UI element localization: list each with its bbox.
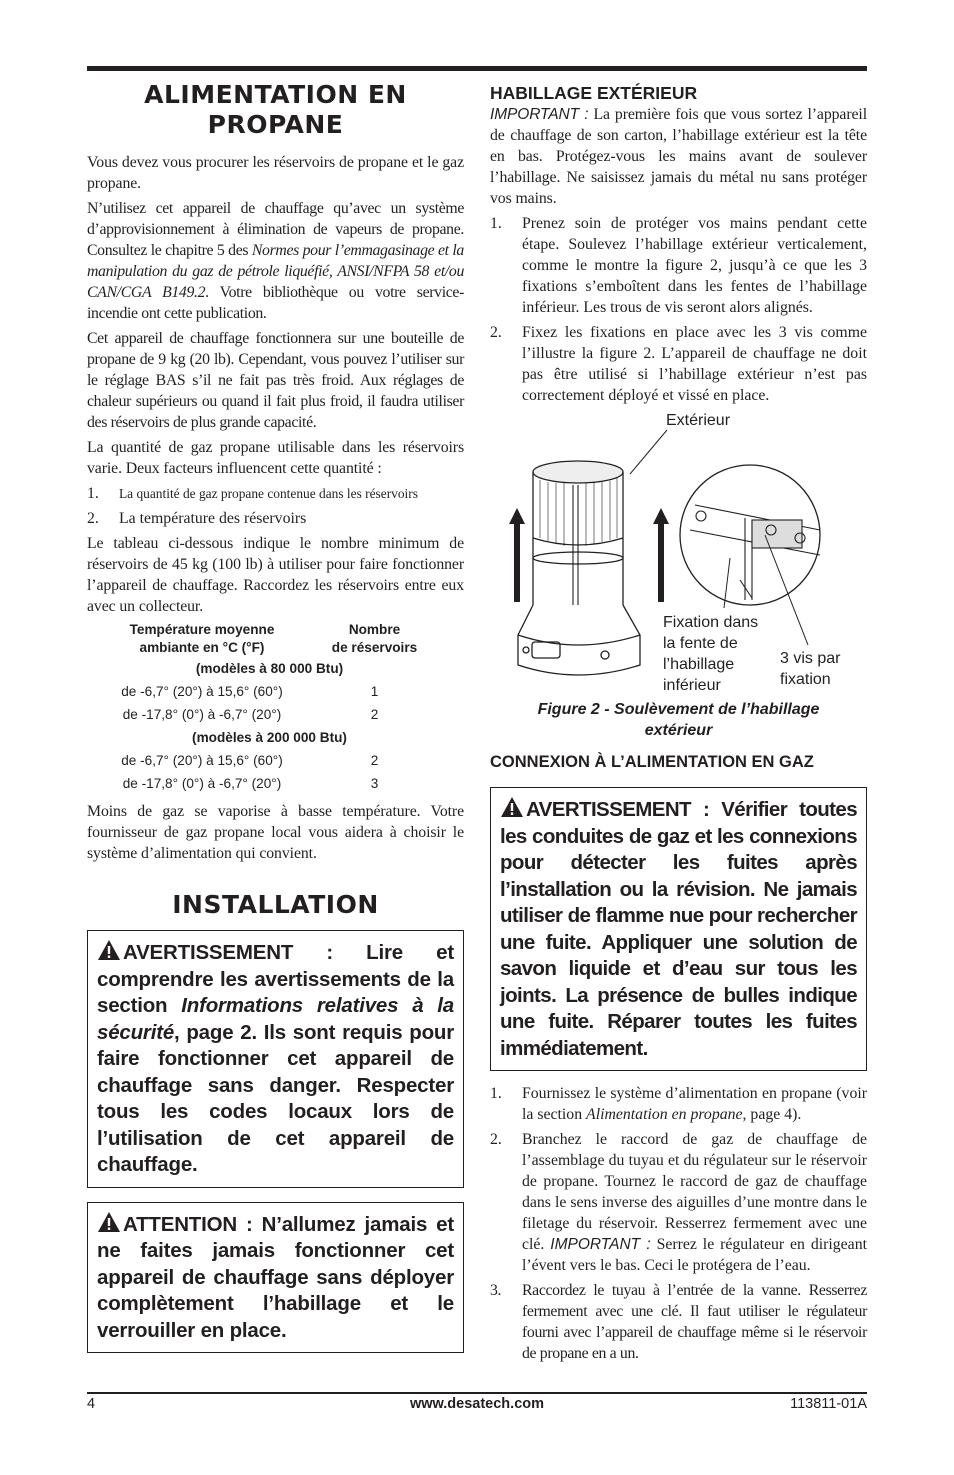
warning-box-read: AVERTISSEMENT : Lire et comprendre les avertissements de la section Informations relatives à la sécurité, page 2. Ils sont requis pour faire fonctionner cet appareil de chauffage sans danger. Respecter tous les codes locaux lors de l’utilisation de cet appareil de chauffage. <box>87 930 464 1188</box>
label-vis: 3 vis par fixation <box>780 650 841 688</box>
section-title-propane: ALIMENTATION EN PROPANE <box>144 80 407 139</box>
warning-triangle-icon <box>97 1211 121 1233</box>
warning-box-attention: ATTENTION : N’allumez jamais et ne faites jamais fonctionner cet appareil de chauffage sans déployer complètement l’habillage et le verrouiller en place. <box>87 1202 464 1354</box>
table-row: de -17,8° (0°) à -6,7° (20°) 2 <box>122 707 379 722</box>
paragraph: Moins de gaz se vaporise à basse température. Votre fournisseur de gaz propane local vous aidera à choisir le système d’alimentation qui convient. <box>87 803 464 862</box>
warning-triangle-icon <box>97 939 121 961</box>
table-group-header: (modèles à 200 000 Btu) <box>192 730 347 745</box>
list-item: 1. Fournissez le système d’alimentation en propane (voir la section Alimentation en propane, page 4). <box>490 1085 867 1123</box>
table-row: de -17,8° (0°) à -6,7° (20°) 3 <box>122 776 379 791</box>
list-item: 3. Raccordez le tuyau à l’entrée de la vanne. Resserrez fermement avec une clé. Il faut utiliser le régulateur fourni avec l’appareil de chauffage même si le réservoir de propane en a un. <box>490 1282 867 1362</box>
left-column <box>87 80 464 1353</box>
factor-list <box>87 483 464 529</box>
steps-list-connexion <box>490 1083 867 1364</box>
figure-caption: Figure 2 - Soulèvement de l’habillage extérieur <box>537 701 820 739</box>
top-rule <box>87 66 867 71</box>
figure-2 <box>490 410 867 695</box>
table-header-temp: Température moyenne ambiante en °C (°F) <box>129 622 275 655</box>
table-header-count: Nombre de réservoirs <box>331 622 418 655</box>
subsection-title-connexion: CONNEXION À L’ALIMENTATION EN GAZ <box>490 753 814 771</box>
label-fixation: Fixation dans la fente de l’habillage inférieur <box>663 614 759 694</box>
table-row: de -6,7° (20°) à 15,6° (60°) 1 <box>121 684 379 699</box>
section-title-installation: INSTALLATION <box>172 890 379 919</box>
warning-box-leaks: AVERTISSEMENT : Vérifier toutes les conduites de gaz et les connexions pour détecter les fuites après l’installation ou la révision. Ne jamais utiliser de flamme nue pour rechercher une fuite. Appliquer une solution de savon liquide et d’eau sur tous les joints. La présence de bulles indique une fuite. Réparer toutes les fuites immédiatement. <box>490 787 867 1071</box>
list-item: 2. La température des réservoirs <box>87 510 307 527</box>
subsection-title-habillage: HABILLAGE EXTÉRIEUR <box>490 83 698 103</box>
paragraph: N’utilisez cet appareil de chauffage qu’avec un système d’approvisionnement à élimination de vapeurs de propane. Consultez le chapitre 5 des Normes pour l’emmagasinage et la manipulation du gaz de pétrole liquéfié, ANSI/NFPA 58 et/ou CAN/CGA B149.2. Votre bibliothèque ou votre service-incendie ont cette publication. <box>87 200 464 322</box>
label-exterieur: Extérieur <box>666 412 731 429</box>
warning-triangle-icon <box>500 796 524 818</box>
table-row: de -6,7° (20°) à 15,6° (60°) 2 <box>121 753 379 768</box>
page-number: 4 <box>87 1396 96 1412</box>
list-item: 2. Fixez les fixations en place avec les 3 vis comme l’illustre la figure 2. L’appareil de chauffage ne doit pas être utilisé si l’habillage extérieur n’est pas correctement déployé et vissé en place. <box>490 324 867 404</box>
footer-url: www.desatech.com <box>409 1396 545 1412</box>
table-group-header: (modèles à 80 000 Btu) <box>195 661 344 676</box>
tank-table <box>87 621 464 795</box>
steps-list-habillage <box>490 213 867 406</box>
paragraph: Le tableau ci-dessous indique le nombre minimum de réservoirs de 45 kg (100 lb) à utiliser pour faire fonctionner l’appareil de chauffage. Raccordez les réservoirs entre eux avec un collecteur. <box>87 535 464 615</box>
right-column <box>490 82 867 1368</box>
paragraph: IMPORTANT : La première fois que vous sortez l’appareil de chauffage de son carton, l’habillage extérieur est la tête en bas. Protégez-vous les mains avant de soulever l’habillage. Ne saisissez jamais du métal nu sans protéger vos mains. <box>490 106 867 207</box>
document-code: 113811-01A <box>790 1396 867 1412</box>
list-item: 1. Prenez soin de protéger vos mains pendant cette étape. Soulevez l’habillage extérieur verticalement, comme le montre la figure 2, jusqu’à ce que les 3 fixations s’emboîtent dans les fentes de l’habillage inférieur. Les trous de vis seront alors alignés. <box>490 215 867 316</box>
bottom-rule <box>87 1392 867 1394</box>
paragraph: Vous devez vous procurer les réservoirs de propane et le gaz propane. <box>87 154 464 192</box>
paragraph: Cet appareil de chauffage fonctionnera sur une bouteille de propane de 9 kg (20 lb). Cependant, vous pouvez l’utiliser sur le réglage BAS s’il ne fait pas très froid. Aux réglages de chaleur supérieurs ou quand il fait plus froid, il faudra utiliser des réservoirs de plus grande capacité. <box>87 330 464 431</box>
list-item: 2. Branchez le raccord de gaz de chauffage de l’assemblage du tuyau et du régulateur sur le réservoir de propane. Tournez le raccord de gaz de chauffage dans le sens inverse des aiguilles d’une montre dans le filetage du réservoir. Resserrez fermement avec une clé. IMPORTANT : Serrez le régulateur en dirigeant l’évent vers le bas. Ceci le protégera de l’eau. <box>490 1131 867 1274</box>
paragraph: La quantité de gaz propane utilisable dans les réservoirs varie. Deux facteurs influencent cette quantité : <box>87 439 464 477</box>
list-item: 1. La quantité de gaz propane contenue dans les réservoirs <box>87 485 418 502</box>
